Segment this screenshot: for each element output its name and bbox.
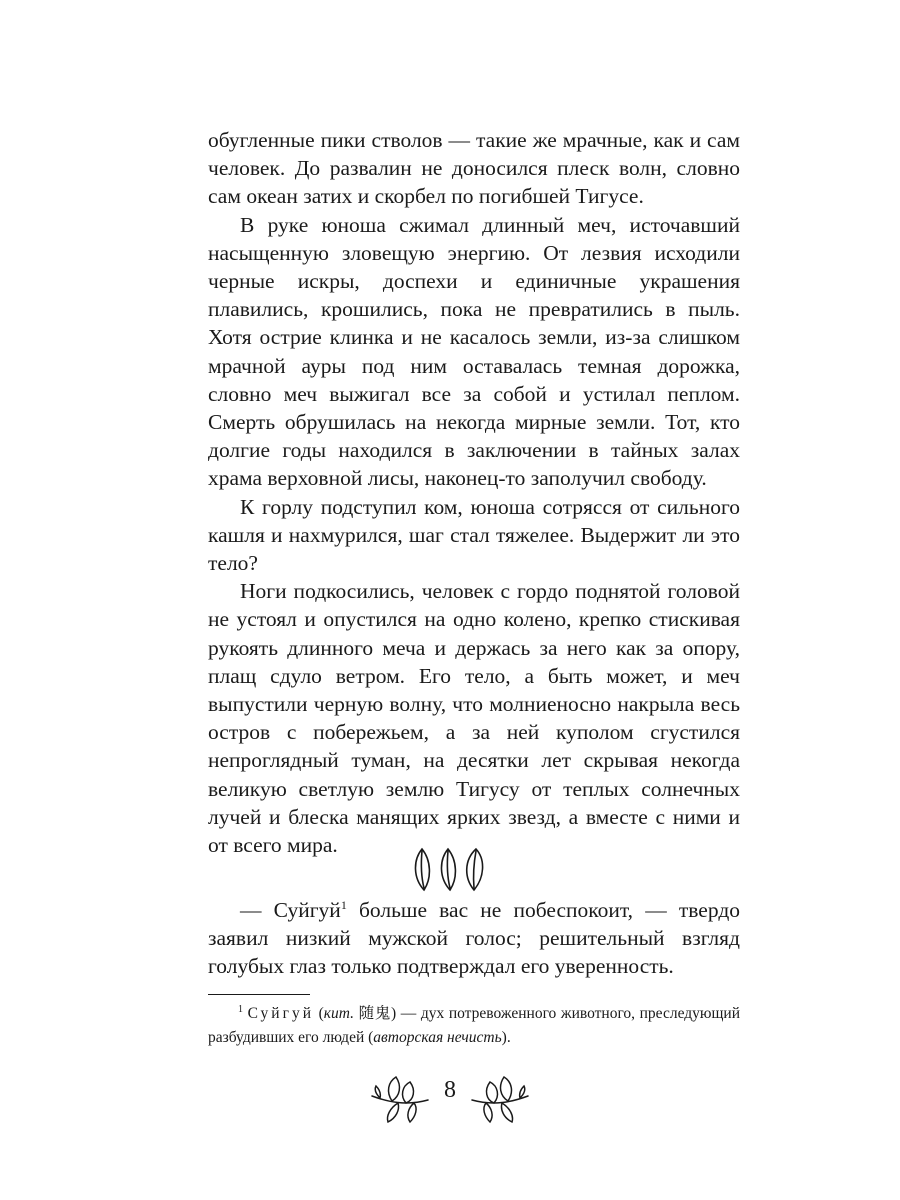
- footnote-rule: [208, 994, 310, 995]
- page-number: 8: [444, 1076, 456, 1103]
- paragraph: обугленные пики стволов — такие же мрачные, как и сам человек. До развалин не доносился плеск волн, словно сам океан затих и скорбел по погибшей Тигусе.: [208, 128, 740, 209]
- footnote-source: авторская нечисть: [373, 1029, 502, 1046]
- leaf-branch-right-icon: [468, 1072, 532, 1124]
- footnote-close: ).: [501, 1029, 511, 1046]
- main-text: [208, 126, 740, 859]
- paragraph: Ноги подкосились, человек с гордо поднятой головой не устоял и опустился на одно колено, крепко стискивая рукоять длинного меча и держась за него как за опору, плащ сдуло ветром. Его тело, а быть может, и меч выпустили черную волну, что молниеносно накрыла весь остров с побережьем, а за ней куполом сгустился непроглядный туман, на десятки лет скрывая некогда великую светлую землю Тигусу от теплых солнечных лучей и блеска манящих ярких звезд, а вместе с ними и от всего мира.: [208, 579, 740, 858]
- three-leaves-icon: [0, 845, 900, 893]
- paragraph: В руке юноша сжимал длинный меч, источавший насыщенную зловещую энергию. От лезвия исходили черные искры, доспехи и единичные украшения плавились, крошились, пока не превратились в пыль. Хотя острие клинка и не касалось земли, из-за слишком мрачной ауры под ним оставалась темная дорожка, словно меч выжигал все за собой и устилал пеплом. Смерть обрушилась на некогда мирные земли. Тот, кто долгие годы находился в заключении в тайных залах храма верховной лисы, наконец-то заполучил свободу.: [208, 212, 740, 491]
- dialogue-text: [208, 896, 740, 981]
- footnote-marker: 1: [238, 1003, 243, 1015]
- page-footer: [0, 1068, 900, 1128]
- footnote-definition: ) — дух потревоженного животного, преследующий разбудивших его людей (: [208, 1005, 740, 1046]
- leaf-branch-left-icon: [368, 1072, 432, 1124]
- footnote-reference[interactable]: 1: [340, 897, 347, 912]
- paragraph: К горлу подступил ком, юноша сотрясся от сильного кашля и нахмурился, шаг стал тяжелее. Выдержит ли это тело?: [208, 494, 740, 576]
- dialogue-paragraph: [208, 896, 740, 981]
- footnote-abbr: кит.: [323, 1005, 355, 1022]
- footnote-open: (: [314, 1005, 324, 1022]
- three-leaves-svg: [408, 846, 492, 892]
- footnote-hanzi: 随鬼: [354, 1005, 392, 1022]
- dialogue-end: больше вас не побеспокоит, — твердо заявил низкий мужской голос; решительный взгляд голубых глаз только подтверждал его уверенность.: [208, 898, 741, 979]
- footnote: [208, 1002, 740, 1050]
- footnote-term: Суйгуй: [247, 1005, 314, 1022]
- dialogue-start: — Суйгуй: [240, 898, 341, 922]
- footnote-text: [208, 1002, 740, 1050]
